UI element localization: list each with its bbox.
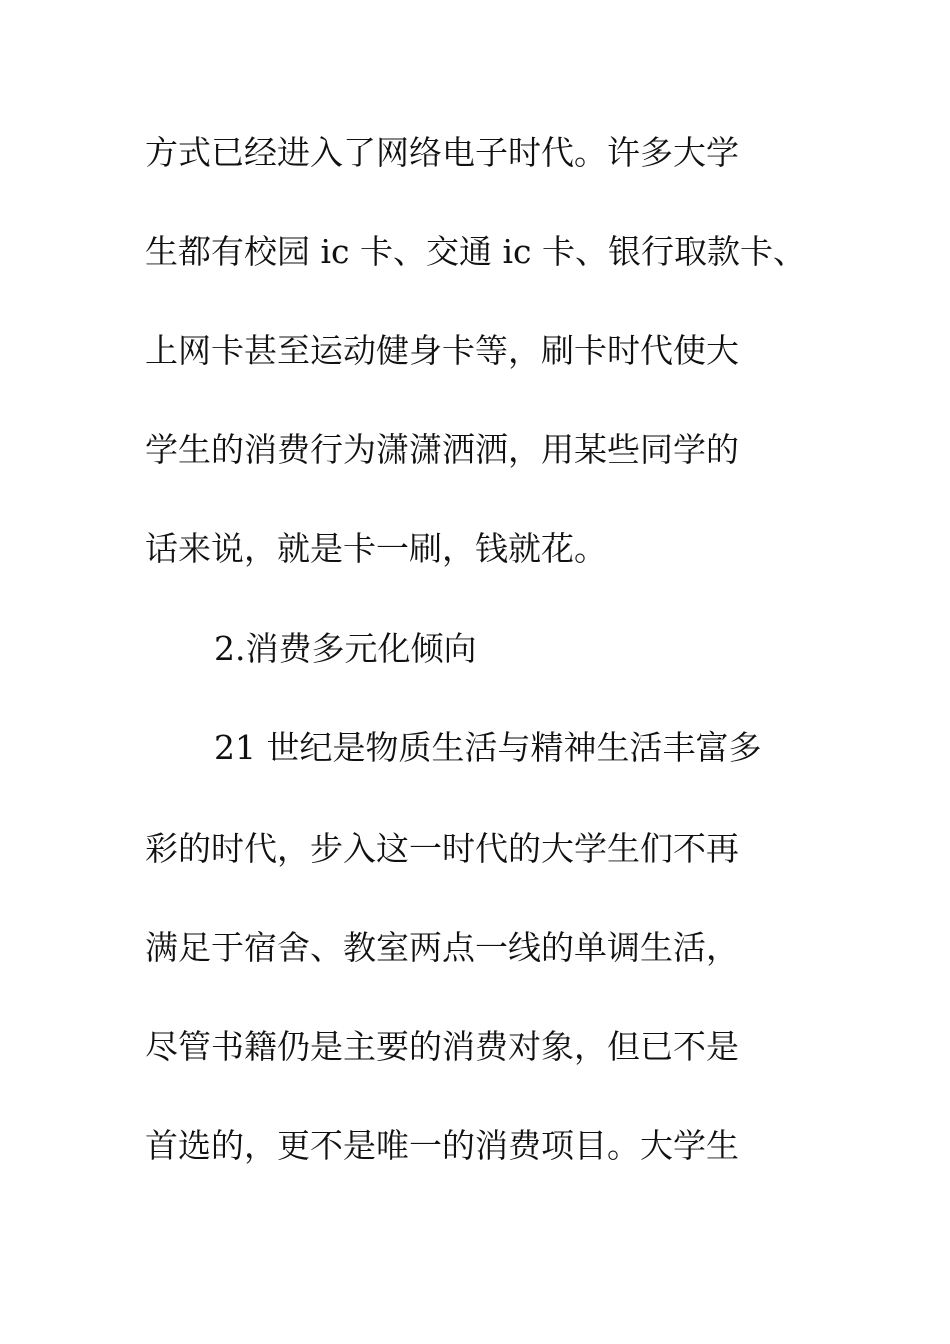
paragraph-line: 方式已经进入了网络电子时代。许多大学 [145, 133, 739, 172]
paragraph-line: 满足于宿舍、教室两点一线的单调生活， [145, 928, 739, 967]
paragraph-line: 学生的消费行为潇潇洒洒，用某些同学的 [145, 430, 739, 469]
section-heading: 2.消费多元化倾向 [214, 629, 477, 668]
paragraph-line: 生都有校园 ic 卡、交通 ic 卡、银行取款卡、 [145, 232, 807, 271]
paragraph-line: 上网卡甚至运动健身卡等，刷卡时代使大 [145, 331, 739, 370]
paragraph-line: 彩的时代，步入这一时代的大学生们不再 [145, 829, 739, 868]
paragraph-first-line: 21 世纪是物质生活与精神生活丰富多 [214, 728, 762, 767]
paragraph-line: 尽管书籍仍是主要的消费对象，但已不是 [145, 1027, 739, 1066]
paragraph-line: 首选的，更不是唯一的消费项目。大学生 [145, 1126, 739, 1165]
paragraph-line: 话来说，就是卡一刷，钱就花。 [145, 529, 607, 568]
